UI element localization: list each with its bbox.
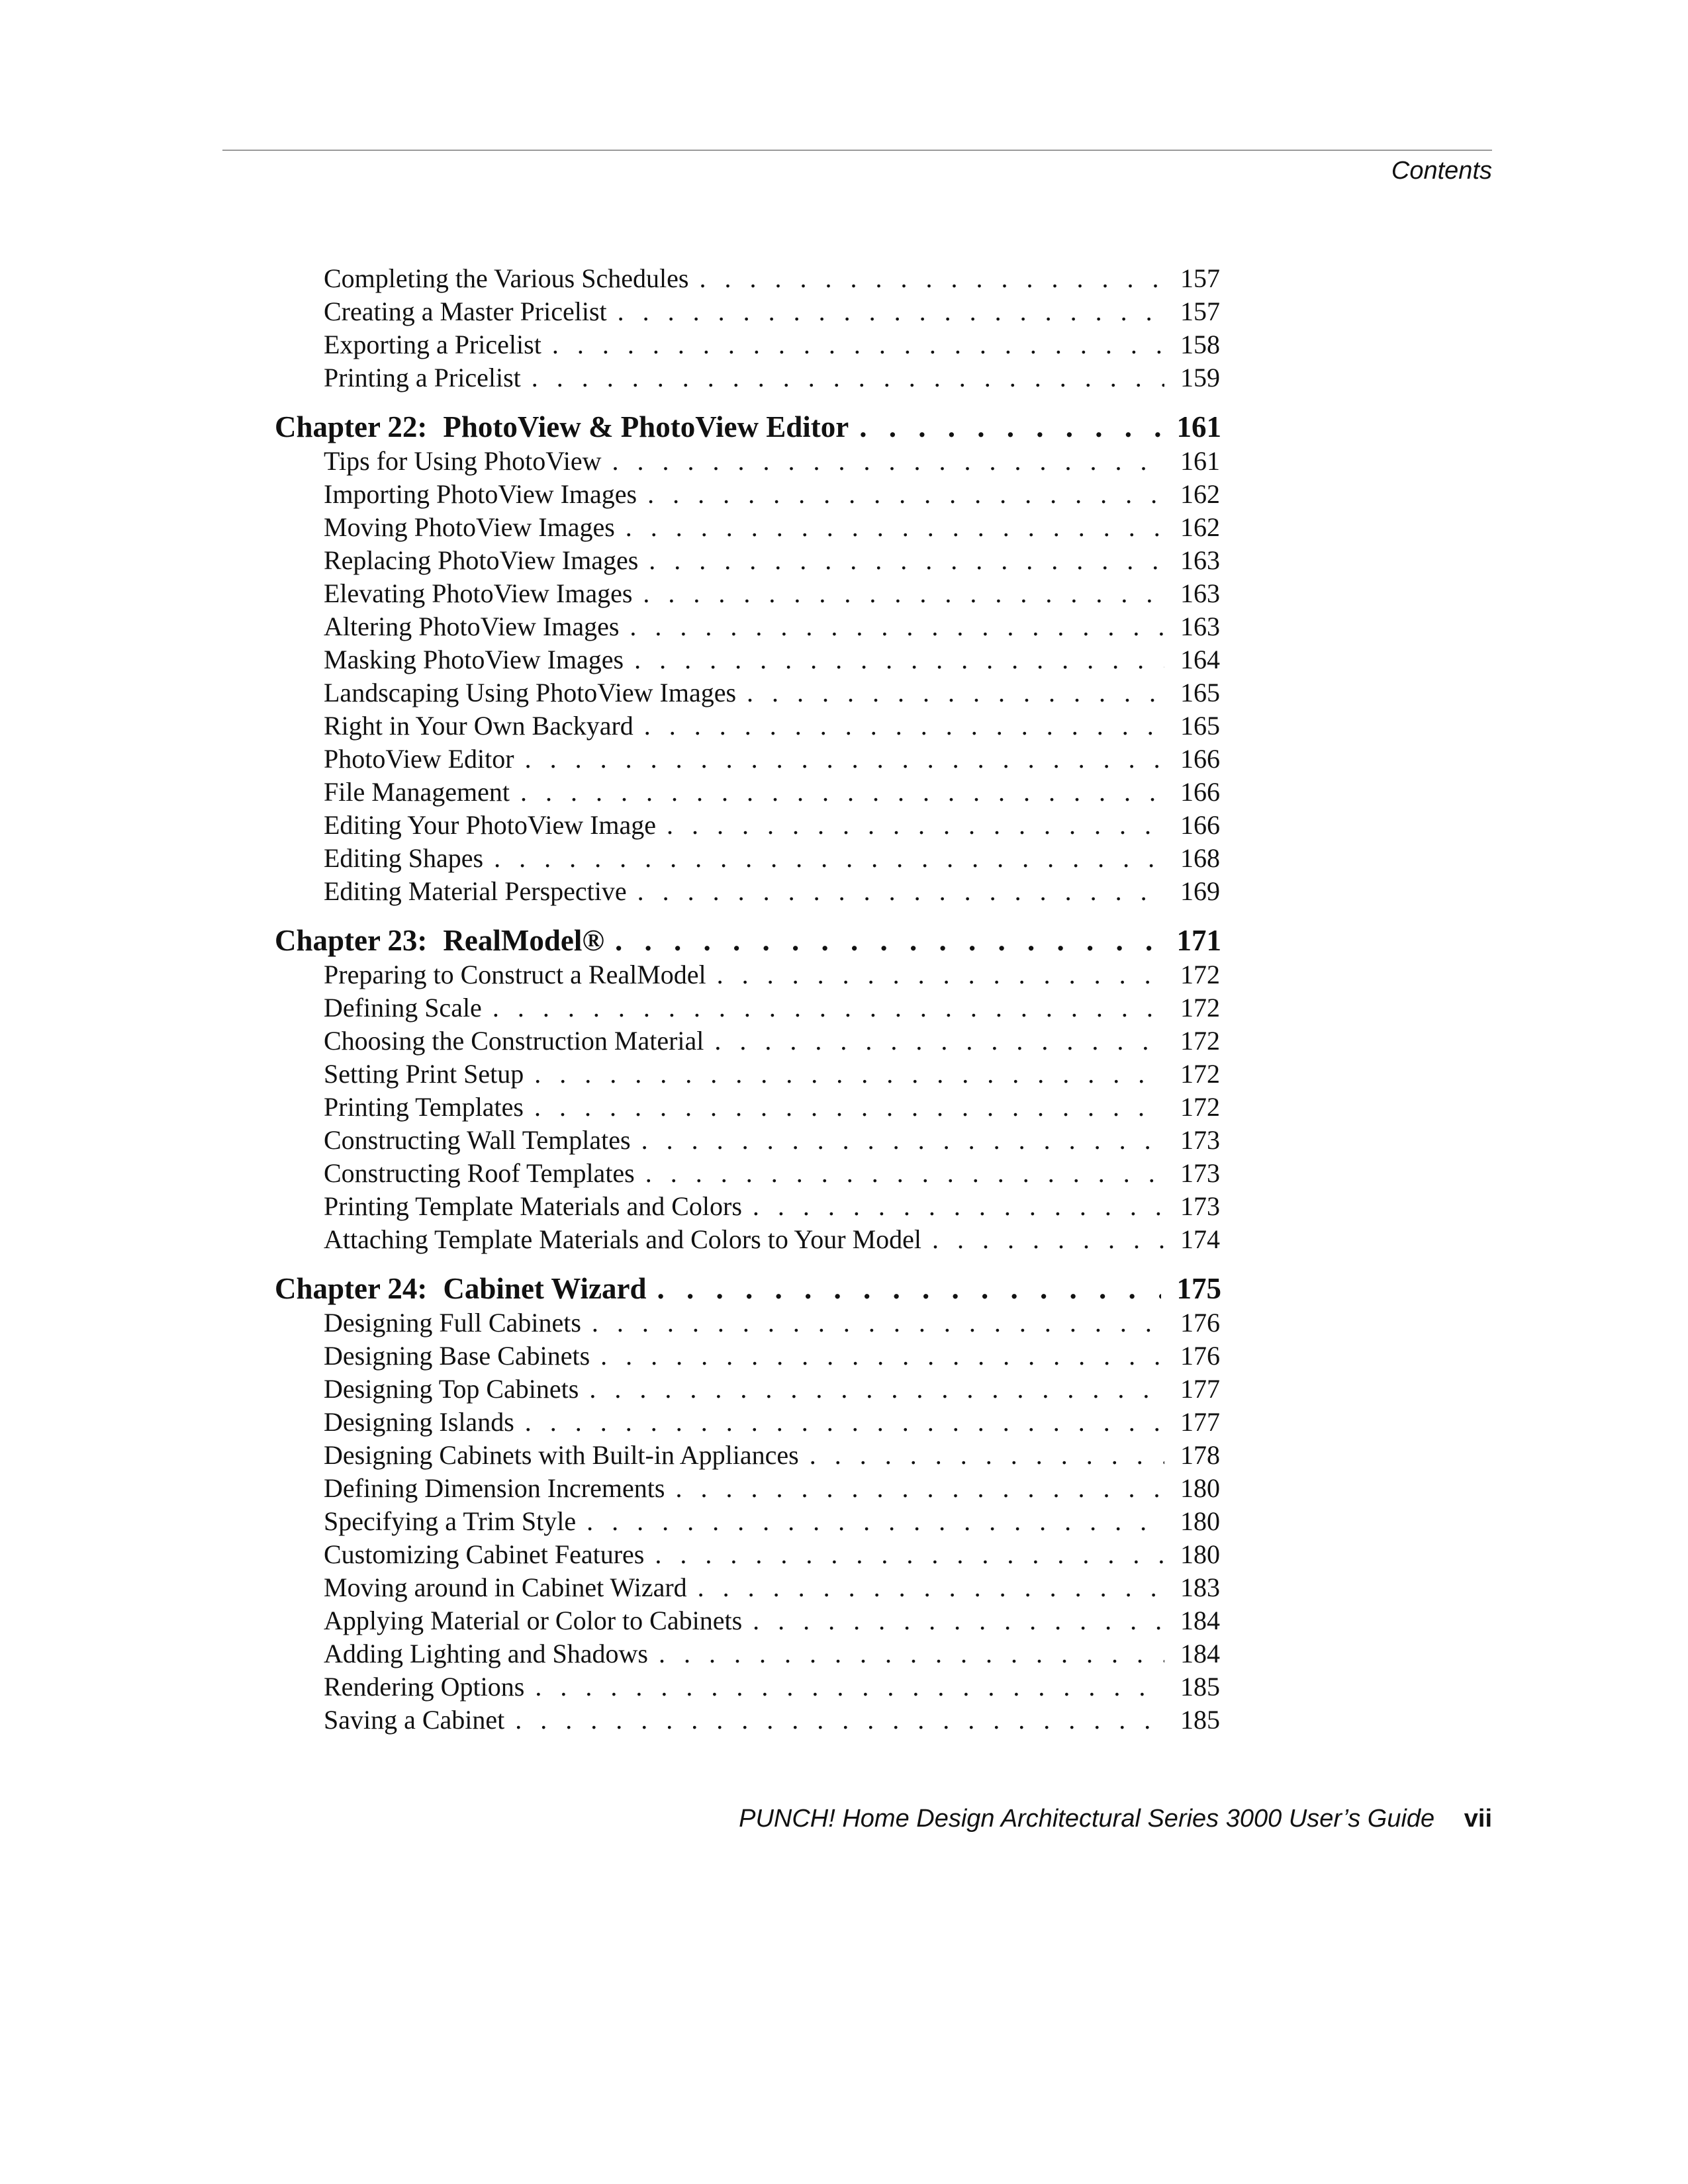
dot-leader xyxy=(657,1271,1161,1306)
toc-entry[interactable] xyxy=(275,1604,1221,1637)
toc-entry-page: 166 xyxy=(1180,744,1220,774)
toc-entry-title: Preparing to Construct a RealModel xyxy=(324,960,706,989)
toc-entry-page: 172 xyxy=(1180,1092,1220,1122)
toc-entry-title: Constructing Roof Templates xyxy=(324,1158,635,1188)
chapter-title: Cabinet Wizard xyxy=(443,1272,647,1305)
toc-entry-page: 177 xyxy=(1180,1407,1220,1437)
dot-leader xyxy=(637,875,1164,908)
toc-entry-page: 176 xyxy=(1180,1341,1220,1371)
toc-entry-title: Replacing PhotoView Images xyxy=(324,545,639,575)
toc-entry-page: 185 xyxy=(1180,1705,1220,1735)
header-rule xyxy=(222,150,1492,151)
chapter-title: RealModel® xyxy=(443,924,604,957)
chapter-title: PhotoView & PhotoView Editor xyxy=(443,410,849,443)
dot-leader xyxy=(753,1190,1164,1223)
dot-leader xyxy=(532,361,1164,394)
toc-entry-page: 172 xyxy=(1180,1059,1220,1089)
toc-entry-page: 166 xyxy=(1180,777,1220,807)
dot-leader xyxy=(600,1340,1164,1373)
toc-entry-title: Specifying a Trim Style xyxy=(324,1506,577,1536)
toc-entry-title: Attaching Template Materials and Colors to Your Model xyxy=(324,1224,922,1254)
toc-entry-title: Printing a Pricelist xyxy=(324,363,521,392)
toc-entry[interactable] xyxy=(275,262,1221,295)
toc-chapter-heading[interactable] xyxy=(275,923,1221,958)
toc-entry-page: 168 xyxy=(1180,843,1220,873)
dot-leader xyxy=(643,577,1164,610)
toc-entry[interactable] xyxy=(275,295,1221,328)
toc-entry-page: 184 xyxy=(1180,1606,1220,1635)
dot-leader xyxy=(655,1538,1164,1571)
guide-title: PUNCH! Home Design Architectural Series 3000 User’s Guide xyxy=(739,1805,1435,1833)
dot-leader xyxy=(641,1124,1164,1157)
toc-entry[interactable] xyxy=(275,991,1221,1024)
dot-leader xyxy=(699,262,1164,295)
toc-entry[interactable] xyxy=(275,610,1221,643)
toc-entry[interactable] xyxy=(275,328,1221,361)
chapter-page-number: 171 xyxy=(1176,924,1221,957)
toc-entry-page: 163 xyxy=(1180,578,1220,608)
chapter-number: Chapter 22: xyxy=(275,410,428,443)
toc-entry-title: Choosing the Construction Material xyxy=(324,1026,704,1056)
table-of-contents xyxy=(275,262,1221,1737)
toc-entry[interactable] xyxy=(275,1505,1221,1538)
toc-entry[interactable] xyxy=(275,1058,1221,1091)
toc-entry-title: Saving a Cabinet xyxy=(324,1705,505,1735)
dot-leader xyxy=(618,295,1164,328)
toc-entry[interactable] xyxy=(275,1704,1221,1737)
toc-entry[interactable] xyxy=(275,1306,1221,1340)
toc-entry-title: Applying Material or Color to Cabinets xyxy=(324,1606,743,1635)
dot-leader xyxy=(645,1157,1164,1190)
toc-entry[interactable] xyxy=(275,743,1221,776)
toc-entry-page: 180 xyxy=(1180,1506,1220,1536)
toc-entry-title: Landscaping Using PhotoView Images xyxy=(324,678,737,707)
toc-entry-title: Defining Scale xyxy=(324,993,482,1023)
toc-entry[interactable] xyxy=(275,809,1221,842)
toc-entry[interactable] xyxy=(275,676,1221,709)
running-footer xyxy=(739,1801,1492,1836)
toc-entry[interactable] xyxy=(275,1190,1221,1223)
toc-entry[interactable] xyxy=(275,1373,1221,1406)
toc-entry[interactable] xyxy=(275,709,1221,743)
dot-leader xyxy=(589,1373,1164,1406)
toc-entry[interactable] xyxy=(275,842,1221,875)
toc-entry-title: Designing Islands xyxy=(324,1407,514,1437)
chapter-number: Chapter 24: xyxy=(275,1272,428,1305)
dot-leader xyxy=(634,643,1164,676)
toc-entry-page: 180 xyxy=(1180,1473,1220,1503)
toc-entry-title: Defining Dimension Increments xyxy=(324,1473,665,1503)
toc-entry[interactable] xyxy=(275,1091,1221,1124)
toc-entry-title: Editing Your PhotoView Image xyxy=(324,810,657,840)
dot-leader xyxy=(717,958,1164,991)
toc-entry-title: Printing Templates xyxy=(324,1092,524,1122)
dot-leader xyxy=(586,1505,1164,1538)
toc-entry-title: Masking PhotoView Images xyxy=(324,645,624,674)
dot-leader xyxy=(492,991,1164,1024)
toc-entry-page: 172 xyxy=(1180,960,1220,989)
toc-entry-page: 185 xyxy=(1180,1672,1220,1702)
toc-entry-page: 157 xyxy=(1180,296,1220,326)
toc-entry-title: Importing PhotoView Images xyxy=(324,479,637,509)
toc-entry-page: 162 xyxy=(1180,512,1220,542)
chapter-page-number: 161 xyxy=(1176,410,1221,443)
toc-entry-title: File Management xyxy=(324,777,510,807)
toc-entry-page: 180 xyxy=(1180,1539,1220,1569)
dot-leader xyxy=(534,1091,1164,1124)
toc-entry[interactable] xyxy=(275,1670,1221,1704)
toc-entry[interactable] xyxy=(275,1223,1221,1256)
dot-leader xyxy=(647,478,1164,511)
toc-entry[interactable] xyxy=(275,544,1221,577)
toc-entry-title: Designing Full Cabinets xyxy=(324,1308,581,1338)
toc-entry-title: Designing Cabinets with Built-in Appliances xyxy=(324,1440,799,1470)
toc-entry[interactable] xyxy=(275,1571,1221,1604)
toc-entry-page: 165 xyxy=(1180,678,1220,707)
toc-entry-title: Completing the Various Schedules xyxy=(324,263,689,293)
dot-leader xyxy=(535,1670,1164,1704)
dot-leader xyxy=(612,445,1164,478)
toc-entry-page: 169 xyxy=(1180,876,1220,906)
toc-entry-page: 161 xyxy=(1180,446,1220,476)
toc-entry-title: Designing Top Cabinets xyxy=(324,1374,579,1404)
toc-entry-page: 165 xyxy=(1180,711,1220,741)
dot-leader xyxy=(615,923,1161,958)
page-number: vii xyxy=(1464,1805,1492,1833)
toc-entry-page: 173 xyxy=(1180,1125,1220,1155)
toc-entry-title: Right in Your Own Backyard xyxy=(324,711,633,741)
dot-leader xyxy=(494,842,1164,875)
toc-entry[interactable] xyxy=(275,478,1221,511)
toc-entry-page: 163 xyxy=(1180,545,1220,575)
toc-entry-title: Elevating PhotoView Images xyxy=(324,578,633,608)
toc-entry[interactable] xyxy=(275,1157,1221,1190)
toc-entry[interactable] xyxy=(275,1124,1221,1157)
dot-leader xyxy=(630,610,1164,643)
dot-leader xyxy=(659,1637,1164,1670)
chapter-number: Chapter 23: xyxy=(275,924,428,957)
toc-entry-title: Creating a Master Pricelist xyxy=(324,296,607,326)
toc-entry[interactable] xyxy=(275,577,1221,610)
dot-leader xyxy=(714,1024,1164,1058)
toc-entry-title: Adding Lighting and Shadows xyxy=(324,1639,648,1668)
toc-entry-title: Editing Shapes xyxy=(324,843,484,873)
dot-leader xyxy=(626,511,1164,544)
toc-entry[interactable] xyxy=(275,1637,1221,1670)
dot-leader xyxy=(675,1472,1164,1505)
toc-entry-page: 162 xyxy=(1180,479,1220,509)
toc-entry-page: 157 xyxy=(1180,263,1220,293)
toc-entry-page: 164 xyxy=(1180,645,1220,674)
toc-entry[interactable] xyxy=(275,445,1221,478)
toc-entry-title: Altering PhotoView Images xyxy=(324,612,620,641)
toc-entry-title: Rendering Options xyxy=(324,1672,525,1702)
toc-entry-page: 174 xyxy=(1180,1224,1220,1254)
toc-entry-title: Printing Template Materials and Colors xyxy=(324,1191,742,1221)
toc-entry-page: 183 xyxy=(1180,1572,1220,1602)
toc-entry-title: Exporting a Pricelist xyxy=(324,330,541,359)
dot-leader xyxy=(810,1439,1164,1472)
dot-leader xyxy=(667,809,1164,842)
toc-entry-page: 177 xyxy=(1180,1374,1220,1404)
toc-entry-title: Customizing Cabinet Features xyxy=(324,1539,645,1569)
toc-entry[interactable] xyxy=(275,511,1221,544)
toc-entry-page: 173 xyxy=(1180,1158,1220,1188)
toc-entry[interactable] xyxy=(275,1538,1221,1571)
dot-leader xyxy=(932,1223,1164,1256)
dot-leader xyxy=(525,743,1164,776)
dot-leader xyxy=(644,709,1164,743)
toc-entry[interactable] xyxy=(275,643,1221,676)
toc-entry-page: 166 xyxy=(1180,810,1220,840)
dot-leader xyxy=(520,776,1164,809)
toc-chapter-heading[interactable] xyxy=(275,1271,1221,1306)
toc-entry-page: 159 xyxy=(1180,363,1220,392)
toc-entry[interactable] xyxy=(275,361,1221,394)
toc-entry-page: 172 xyxy=(1180,993,1220,1023)
dot-leader xyxy=(552,328,1164,361)
toc-entry[interactable] xyxy=(275,776,1221,809)
toc-entry-title: Tips for Using PhotoView xyxy=(324,446,602,476)
chapter-page-number: 175 xyxy=(1176,1272,1221,1305)
dot-leader xyxy=(515,1704,1164,1737)
toc-entry-page: 172 xyxy=(1180,1026,1220,1056)
dot-leader xyxy=(859,409,1160,445)
toc-entry[interactable] xyxy=(275,958,1221,991)
toc-entry[interactable] xyxy=(275,1472,1221,1505)
toc-entry-page: 184 xyxy=(1180,1639,1220,1668)
toc-entry-title: Setting Print Setup xyxy=(324,1059,524,1089)
dot-leader xyxy=(698,1571,1164,1604)
toc-entry[interactable] xyxy=(275,1340,1221,1373)
running-header: Contents xyxy=(1391,157,1492,185)
toc-entry-title: PhotoView Editor xyxy=(324,744,514,774)
dot-leader xyxy=(649,544,1164,577)
toc-entry-page: 176 xyxy=(1180,1308,1220,1338)
toc-entry-page: 158 xyxy=(1180,330,1220,359)
dot-leader xyxy=(525,1406,1164,1439)
dot-leader xyxy=(534,1058,1164,1091)
toc-entry-title: Moving around in Cabinet Wizard xyxy=(324,1572,687,1602)
toc-entry-title: Constructing Wall Templates xyxy=(324,1125,631,1155)
toc-entry[interactable] xyxy=(275,1024,1221,1058)
toc-entry-page: 178 xyxy=(1180,1440,1220,1470)
toc-entry-title: Editing Material Perspective xyxy=(324,876,627,906)
toc-entry-title: Moving PhotoView Images xyxy=(324,512,615,542)
toc-entry[interactable] xyxy=(275,875,1221,908)
toc-entry[interactable] xyxy=(275,1406,1221,1439)
toc-chapter-heading[interactable] xyxy=(275,409,1221,445)
toc-entry-page: 163 xyxy=(1180,612,1220,641)
dot-leader xyxy=(592,1306,1164,1340)
toc-entry-page: 173 xyxy=(1180,1191,1220,1221)
dot-leader xyxy=(747,676,1164,709)
toc-entry-title: Designing Base Cabinets xyxy=(324,1341,590,1371)
dot-leader xyxy=(753,1604,1164,1637)
toc-entry[interactable] xyxy=(275,1439,1221,1472)
